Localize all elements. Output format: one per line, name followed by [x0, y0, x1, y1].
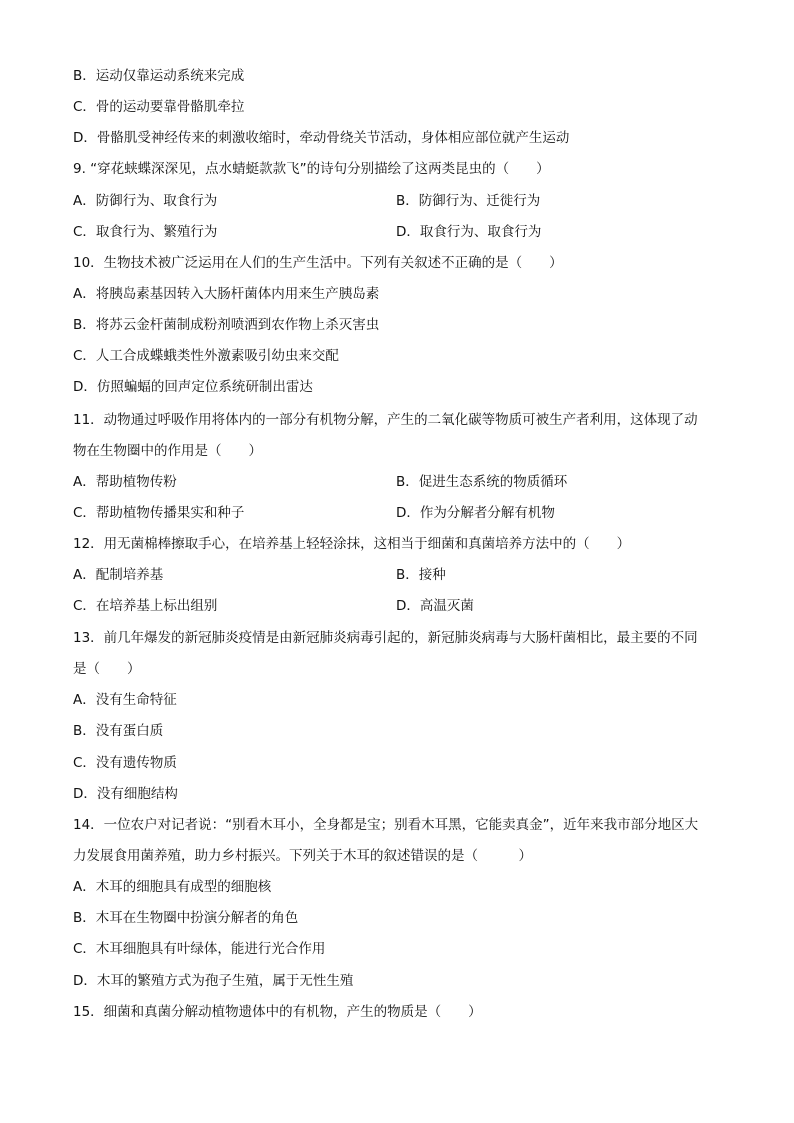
q15-stem: 15．细菌和真菌分解动植物遗体中的有机物，产生的物质是（ ）: [73, 1004, 482, 1020]
q13-stem-line2: 是（ ）: [73, 661, 141, 677]
q10-option-a: A．将胰岛素基因转入大肠杆菌体内用来生产胰岛素: [73, 286, 380, 302]
q14-stem-line1: 14．一位农户对记者说：“别看木耳小，全身都是宝；别看木耳黑，它能卖真金”，近年来我市部分地区大: [73, 817, 699, 833]
q13-option-b: B．没有蛋白质: [73, 723, 164, 739]
q14-option-b: B．木耳在生物圈中扮演分解者的角色: [73, 910, 299, 926]
q13-stem-line1: 13．前几年爆发的新冠肺炎疫情是由新冠肺炎病毒引起的，新冠肺炎病毒与大肠杆菌相比，最主要的不同: [73, 630, 698, 646]
q10-option-b: B．将苏云金杆菌制成粉剂喷洒到农作物上杀灭害虫: [73, 317, 380, 333]
q11-option-b: B．促进生态系统的物质循环: [396, 474, 568, 490]
q8-option-b: B．运动仅靠运动系统来完成: [73, 68, 245, 84]
q11-option-d: D．作为分解者分解有机物: [396, 505, 555, 521]
q14-option-a: A．木耳的细胞具有成型的细胞核: [73, 879, 272, 895]
q9-option-b: B．防御行为、迁徙行为: [396, 193, 541, 209]
q11-option-a: A．帮助植物传粉: [73, 474, 177, 490]
q10-option-c: C．人工合成蝶蛾类性外激素吸引幼虫来交配: [73, 348, 339, 364]
q12-stem: 12．用无菌棉棒擦取手心，在培养基上轻轻涂抹，这相当于细菌和真菌培养方法中的（ ）: [73, 536, 631, 552]
q9-option-d: D．取食行为、取食行为: [396, 224, 542, 240]
q8-option-c: C．骨的运动要靠骨骼肌牵拉: [73, 99, 245, 115]
q12-option-d: D．高温灭菌: [396, 598, 474, 614]
q11-option-c: C．帮助植物传播果实和种子: [73, 505, 245, 521]
q14-stem-line2: 力发展食用菌养殖，助力乡村振兴。下列关于木耳的叙述错误的是（ ）: [73, 848, 532, 864]
q14-option-c: C．木耳细胞具有叶绿体，能进行光合作用: [73, 941, 326, 957]
q9-option-c: C．取食行为、繁殖行为: [73, 224, 218, 240]
q11-stem-line2: 物在生物圈中的作用是（ ）: [73, 443, 262, 459]
q10-stem: 10．生物技术被广泛运用在人们的生产生活中。下列有关叙述不正确的是（ ）: [73, 255, 563, 271]
q9-stem: 9. “穿花蛱蝶深深见，点水蜻蜓款款飞”的诗句分别描绘了这两类昆虫的（ ）: [73, 161, 550, 177]
q11-stem-line1: 11．动物通过呼吸作用将体内的一部分有机物分解，产生的二氧化碳等物质可被生产者利用，这体现了动: [73, 412, 698, 428]
q12-option-a: A．配制培养基: [73, 567, 164, 583]
q10-option-d: D．仿照蝙蝠的回声定位系统研制出雷达: [73, 379, 313, 395]
q12-option-c: C．在培养基上标出组别: [73, 598, 218, 614]
q14-option-d: D．木耳的繁殖方式为孢子生殖，属于无性生殖: [73, 973, 354, 989]
q13-option-a: A．没有生命特征: [73, 692, 177, 708]
q9-option-a: A．防御行为、取食行为: [73, 193, 218, 209]
q8-option-d: D．骨骼肌受神经传来的刺激收缩时，牵动骨绕关节活动，身体相应部位就产生运动: [73, 130, 570, 146]
q13-option-c: C．没有遗传物质: [73, 755, 177, 771]
q13-option-d: D．没有细胞结构: [73, 786, 178, 802]
q12-option-b: B．接种: [396, 567, 446, 583]
